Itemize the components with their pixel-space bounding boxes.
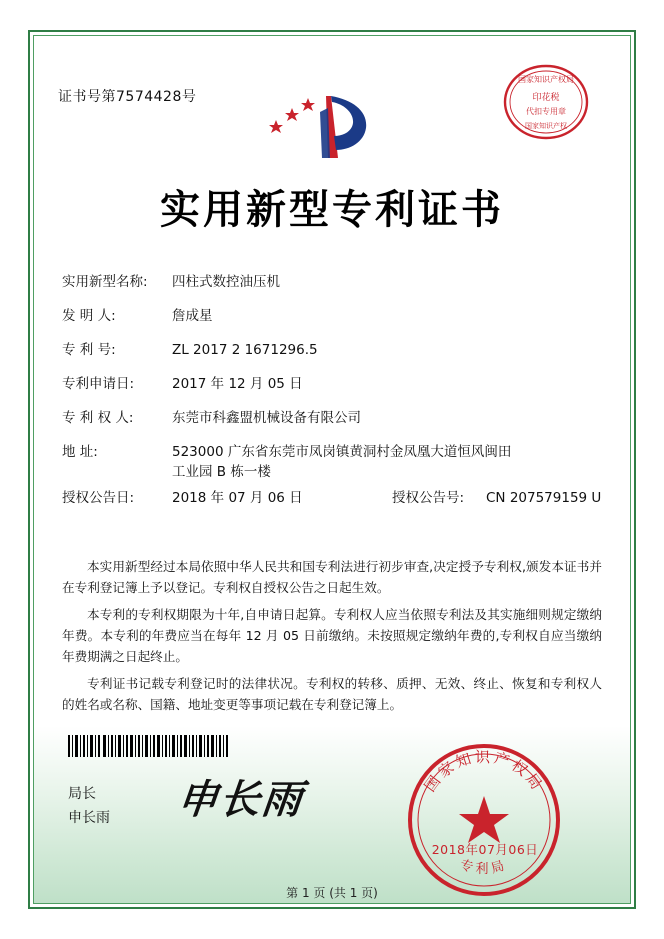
field-label: 专 利 号: bbox=[62, 342, 116, 358]
field-row-name bbox=[62, 272, 602, 306]
field-value: 詹成星 bbox=[172, 308, 213, 324]
corner-mark-top-right bbox=[620, 30, 636, 46]
paragraph-3: 专利证书记载专利登记时的法律状况。专利权的转移、质押、无效、终止、恢复和专利权人的姓名或名称、国籍、地址变更等事项记载在专利登记簿上。 bbox=[62, 676, 602, 712]
director-handwritten-signature: 申长雨 bbox=[175, 776, 307, 823]
field-row-application-date bbox=[62, 374, 602, 408]
field-value-grant-number: CN 207579159 U bbox=[486, 490, 602, 506]
official-round-stamp-icon bbox=[404, 740, 564, 900]
field-row-inventor bbox=[62, 306, 602, 340]
field-label: 授权公告日: bbox=[62, 490, 135, 506]
field-value: 2017 年 12 月 05 日 bbox=[172, 376, 303, 392]
tax-stamp-icon bbox=[502, 58, 590, 146]
svg-text:国家知识产权局: 国家知识产权局 bbox=[518, 75, 574, 84]
field-value-line2: 工业园 B 栋一楼 bbox=[172, 464, 271, 480]
field-label: 实用新型名称: bbox=[62, 274, 148, 290]
director-title: 局长 bbox=[68, 786, 96, 802]
field-row-grant-announcement bbox=[62, 488, 602, 522]
paragraph-2: 本专利的专利权期限为十年,自申请日起算。专利权人应当依照专利法及其实施细则规定缴纳年费。本专利的年费应当在每年 12 月 05 日前缴纳。未按照规定缴纳年费的,专利权自应当缴纳年费期满之日起终止。 bbox=[62, 607, 602, 664]
field-label: 地 址: bbox=[62, 444, 98, 460]
field-value: 523000 广东省东莞市凤岗镇黄洞村金凤凰大道恒风闽田 bbox=[172, 444, 512, 460]
page-footer: 第 1 页 (共 1 页) bbox=[286, 886, 378, 900]
field-row-patent-number bbox=[62, 340, 602, 374]
certificate-number: 证书号第7574428号 bbox=[58, 89, 197, 105]
field-list bbox=[62, 272, 602, 522]
field-value: ZL 2017 2 1671296.5 bbox=[172, 342, 318, 358]
field-label: 专利申请日: bbox=[62, 376, 135, 392]
field-label: 专 利 权 人: bbox=[62, 410, 134, 426]
legal-text bbox=[62, 556, 602, 721]
page-title: 实用新型专利证书 bbox=[160, 186, 504, 233]
field-row-patentee bbox=[62, 408, 602, 442]
director-name: 申长雨 bbox=[68, 810, 110, 826]
field-value: 四柱式数控油压机 bbox=[172, 274, 280, 290]
svg-text:专利局: 专利局 bbox=[457, 857, 511, 878]
field-value: 东莞市科鑫盟机械设备有限公司 bbox=[172, 410, 361, 426]
svg-text:国家知识产权局: 国家知识产权局 bbox=[420, 748, 548, 796]
barcode-icon bbox=[68, 735, 228, 757]
field-label-grant-number: 授权公告号: bbox=[392, 490, 465, 506]
field-value: 2018 年 07 月 06 日 bbox=[172, 490, 303, 506]
svg-text:印花税: 印花税 bbox=[532, 93, 560, 103]
svg-text:代扣专用章: 代扣专用章 bbox=[526, 107, 566, 116]
field-row-address bbox=[62, 442, 602, 488]
paragraph-1: 本实用新型经过本局依照中华人民共和国专利法进行初步审查,决定授予专利权,颁发本证书并在专利登记簿上予以登记。专利权自授权公告之日起生效。 bbox=[62, 559, 602, 595]
corner-mark-top-left bbox=[28, 30, 44, 46]
director-labels bbox=[68, 782, 110, 830]
svg-text:国家知识产权: 国家知识产权 bbox=[525, 122, 567, 130]
field-label: 发 明 人: bbox=[62, 308, 116, 324]
stamp-date: 2018年07月06日 bbox=[431, 842, 539, 857]
cnipa-logo-icon bbox=[268, 88, 378, 166]
